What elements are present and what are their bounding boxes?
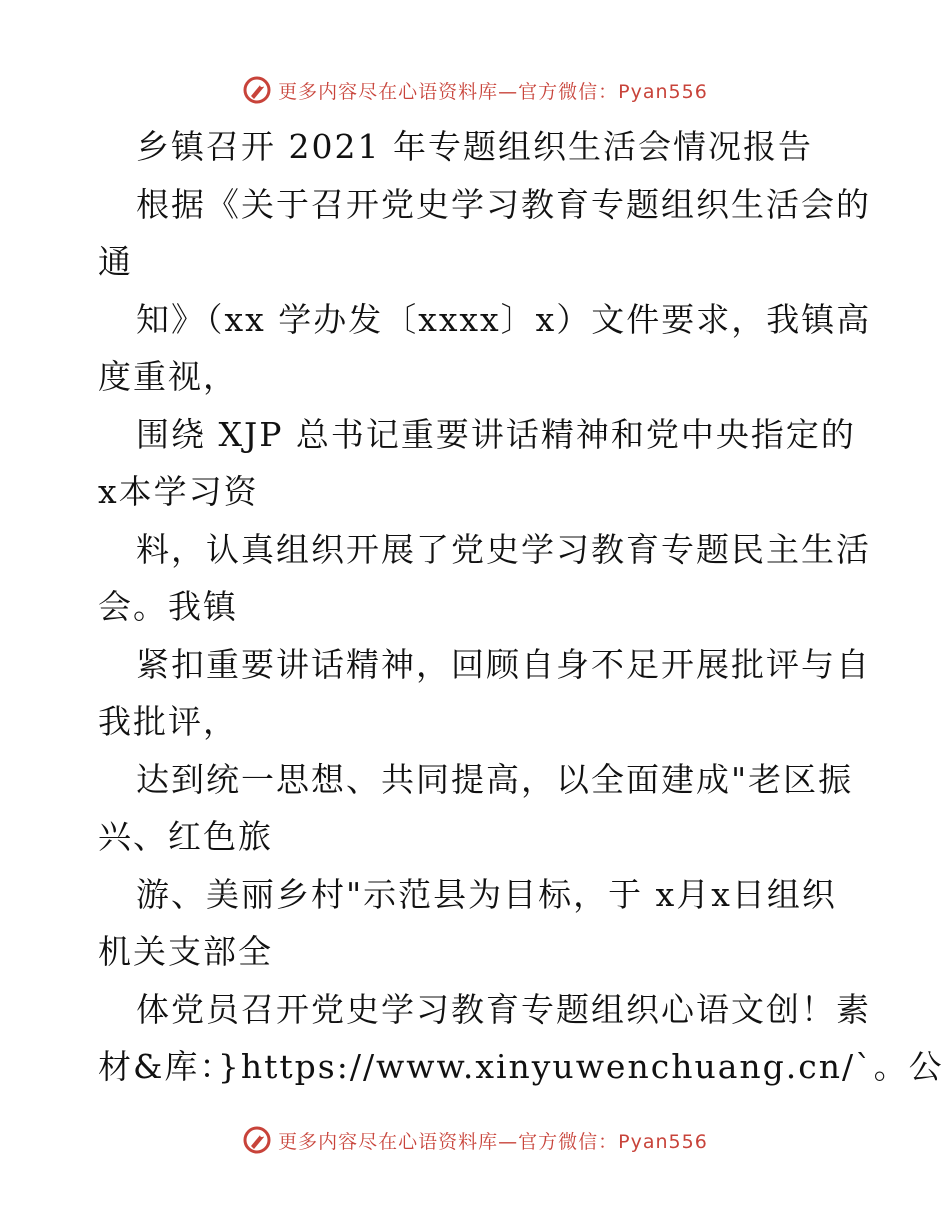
document-title: 乡镇召开 2021 年专题组织生活会情况报告	[136, 127, 813, 166]
paragraph-line: 兴、红色旅	[98, 817, 273, 856]
paragraph-line: 度重视，	[98, 357, 238, 396]
paragraph-line: 材&库：}https://www.xinyuwenchuang.cn/`。公	[98, 1047, 944, 1086]
paragraph-line: 机关支部全	[98, 932, 273, 971]
paragraph-line: 我批评，	[98, 702, 238, 741]
paragraph-line: 游、美丽乡村"示范县为目标，于 x月x日组织	[136, 874, 837, 914]
paragraph-line: 料，认真组织开展了党史学习教育专题民主生活	[136, 529, 871, 569]
header-banner-text: 更多内容尽在心语资料库—官方微信：Pyan556	[278, 80, 708, 103]
paragraph-line: 紧扣重要讲话精神，回顾自身不足开展批评与自	[136, 644, 871, 684]
fountain-pen-logo-icon	[242, 75, 272, 105]
paragraph-line: 知》（xx 学办发〔xxxx〕x）文件要求，我镇高	[136, 299, 872, 339]
paragraph-line: x本学习资	[98, 472, 259, 511]
paragraph-line: 体党员召开党史学习教育专题组织心语文创！素	[136, 989, 871, 1029]
paragraph-line: 围绕 XJP 总书记重要讲话精神和党中央指定的	[136, 414, 856, 454]
paragraph-line: 会。我镇	[98, 587, 238, 626]
paragraph-line: 根据《关于召开党史学习教育专题组织生活会的	[136, 184, 871, 224]
header-banner	[0, 70, 950, 110]
document-body	[98, 118, 944, 1096]
paragraph-line: 达到统一思想、共同提高，以全面建成"老区振	[136, 759, 854, 799]
paragraph-line: 通	[98, 242, 133, 281]
footer-banner-text: 更多内容尽在心语资料库—官方微信：Pyan556	[278, 1130, 708, 1153]
fountain-pen-logo-icon	[242, 1125, 272, 1155]
footer-banner	[0, 1120, 950, 1160]
